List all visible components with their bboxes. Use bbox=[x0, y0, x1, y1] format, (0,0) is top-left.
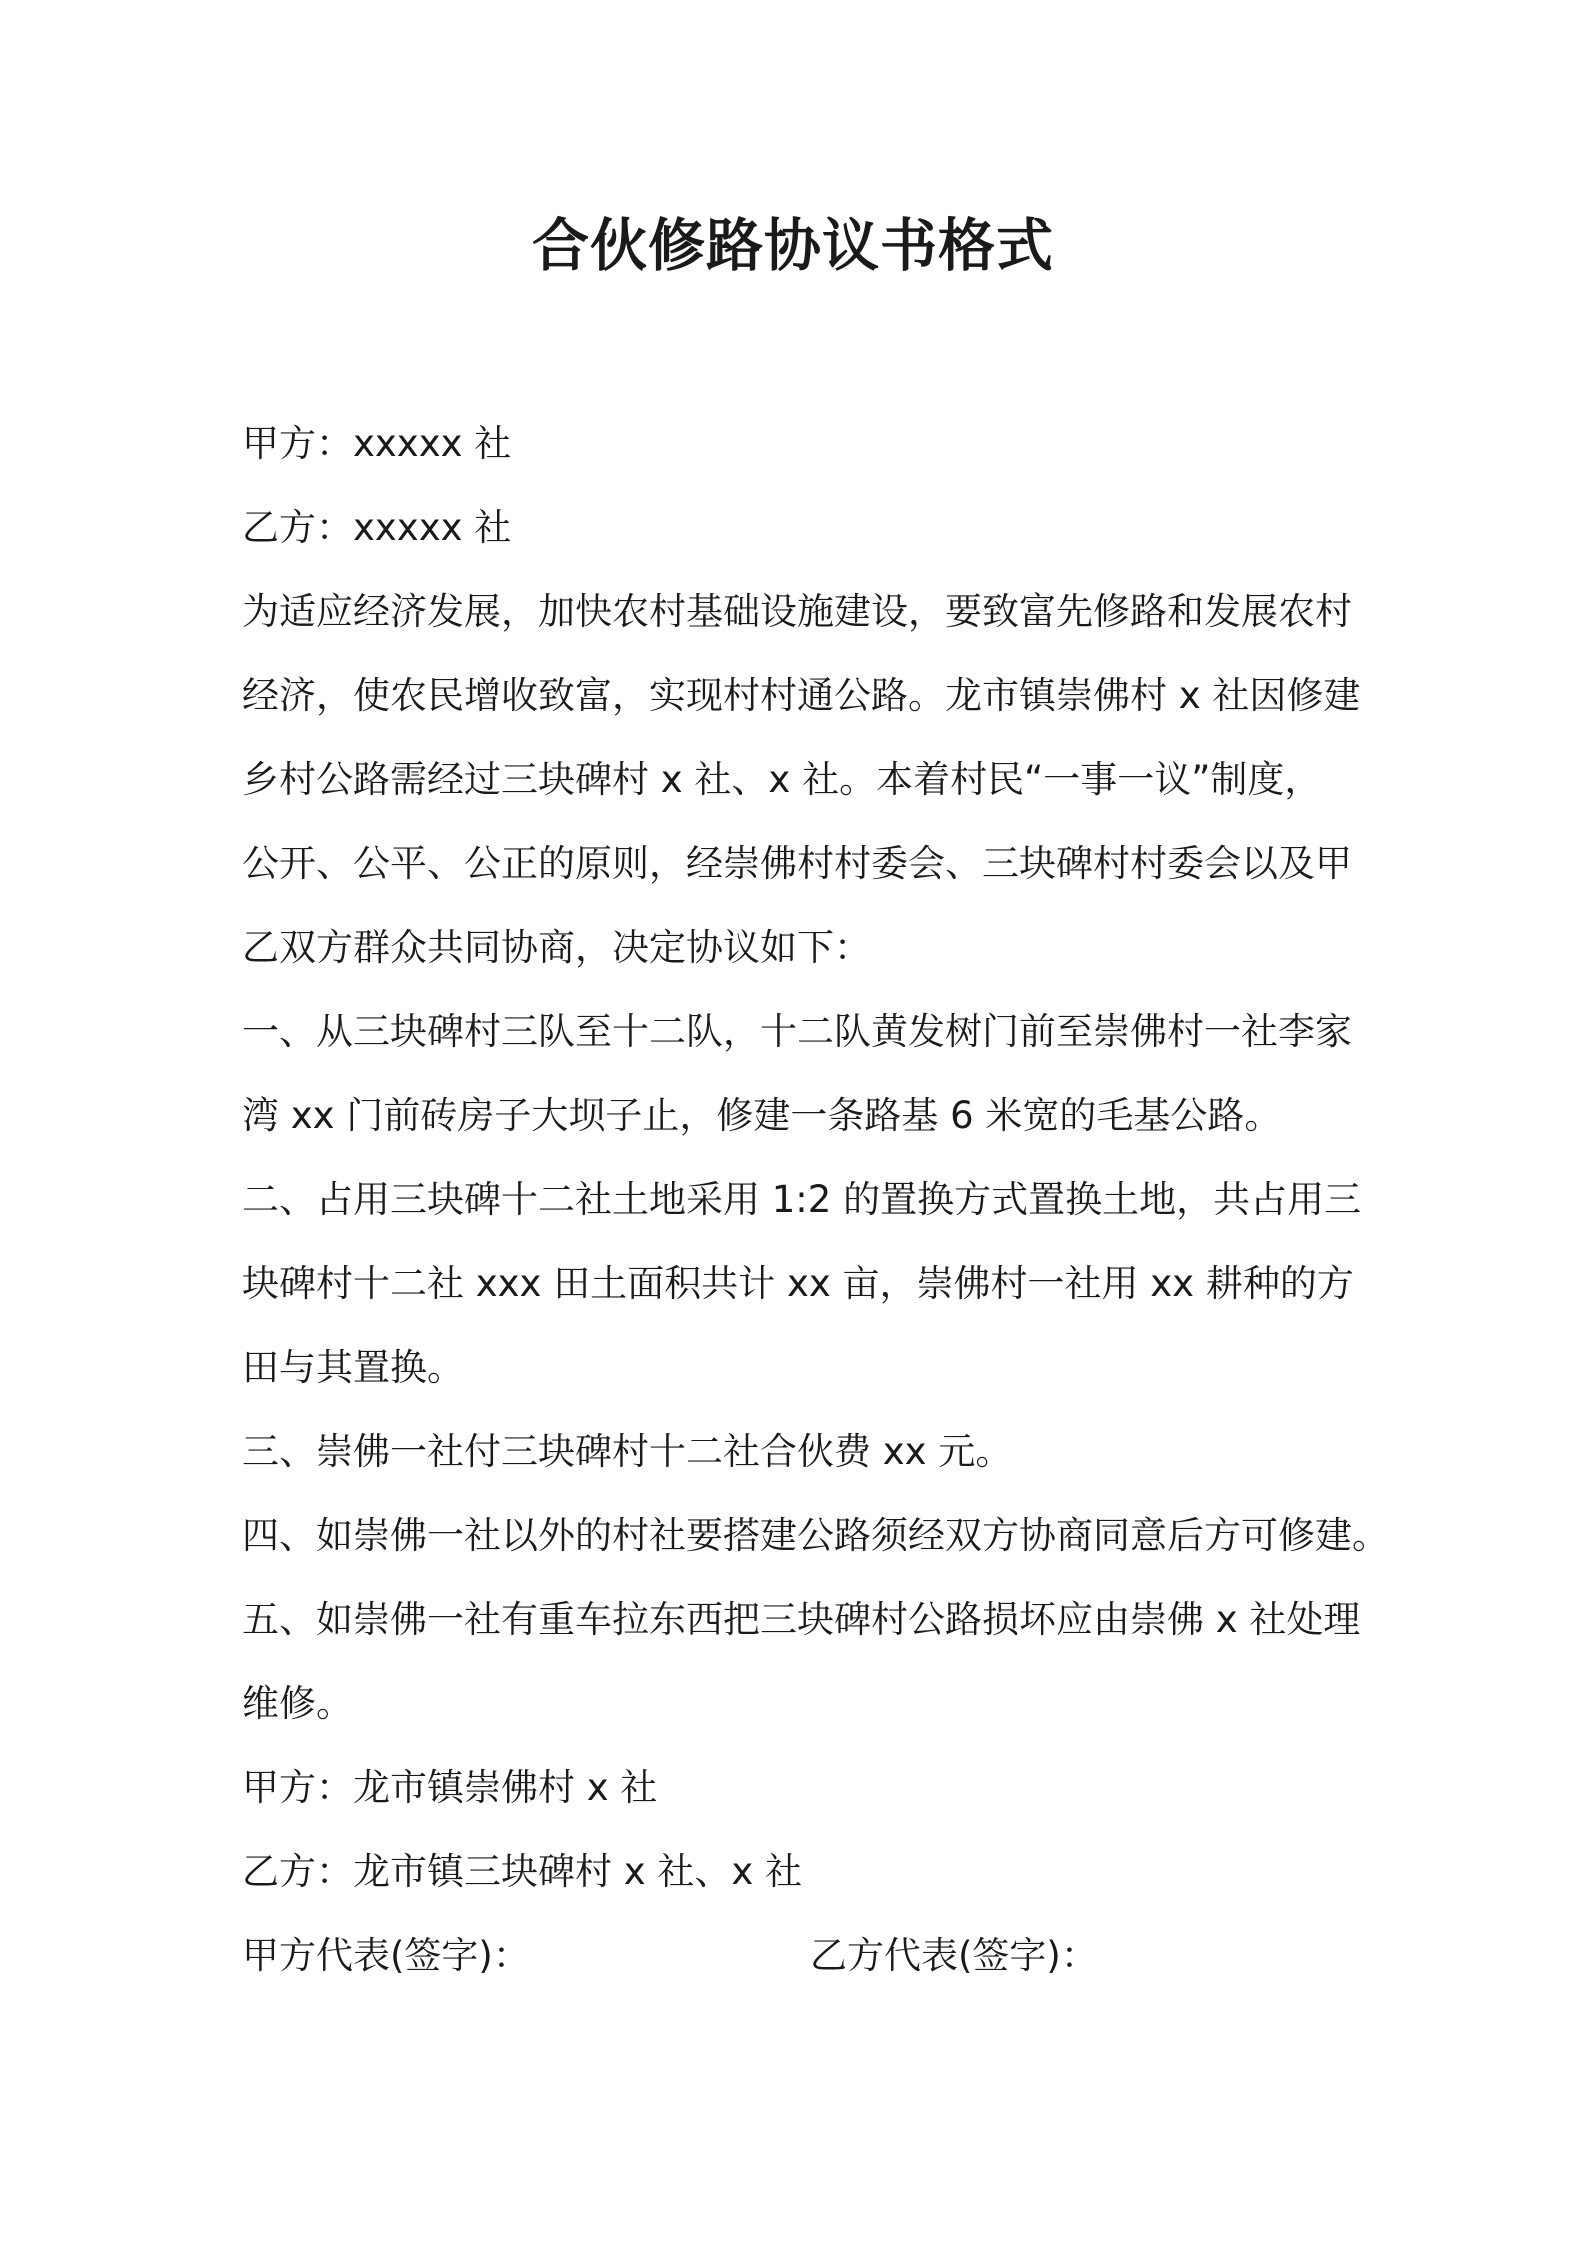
signature-row bbox=[242, 1914, 1372, 1998]
preamble-line: 经济，使农民增收致富，实现村村通公路。龙市镇崇佛村 x 社因修建 bbox=[242, 674, 1361, 717]
clause-4-line: 四、如崇佛一社以外的村社要搭建公路须经双方协商同意后方可修建。 bbox=[242, 1514, 1389, 1557]
clause-5-line: 五、如崇佛一社有重车拉东西把三块碑村公路损坏应由崇佛 x 社处理 bbox=[242, 1598, 1361, 1641]
clause-1-line: 湾 xx 门前砖房子大坝子止，修建一条路基 6 米宽的毛基公路。 bbox=[242, 1094, 1282, 1137]
clause-5-line: 维修。 bbox=[242, 1682, 353, 1725]
document-title: 合伙修路协议书格式 bbox=[532, 213, 1054, 279]
preamble-line: 为适应经济发展，加快农村基础设施建设，要致富先修路和发展农村 bbox=[242, 590, 1352, 633]
party-a-line: 甲方：xxxxx 社 bbox=[242, 422, 512, 465]
party-b-signature-label: 乙方代表(签字)： bbox=[810, 1934, 1098, 1977]
preamble-line: 乡村公路需经过三块碑村 x 社、x 社。本着村民“一事一议”制度， bbox=[242, 758, 1322, 801]
document-body bbox=[242, 402, 1389, 1998]
party-a-full-name: 甲方：龙市镇崇佛村 x 社 bbox=[242, 1766, 658, 1809]
clause-3-line: 三、崇佛一社付三块碑村十二社合伙费 xx 元。 bbox=[242, 1430, 1013, 1473]
preamble-line: 公开、公平、公正的原则，经崇佛村村委会、三块碑村村委会以及甲 bbox=[242, 842, 1352, 885]
party-b-full-name: 乙方：龙市镇三块碑村 x 社、x 社 bbox=[242, 1850, 803, 1893]
party-b-line: 乙方：xxxxx 社 bbox=[242, 506, 512, 549]
clause-2-line: 田与其置换。 bbox=[242, 1346, 464, 1389]
clause-2-line: 二、占用三块碑十二社土地采用 1:2 的置换方式置换土地，共占用三 bbox=[242, 1178, 1362, 1221]
preamble-line: 乙双方群众共同协商，决定协议如下： bbox=[242, 926, 871, 969]
party-a-signature-label: 甲方代表(签字)： bbox=[242, 1934, 530, 1977]
clause-2-line: 块碑村十二社 xxx 田土面积共计 xx 亩，崇佛村一社用 xx 耕种的方 bbox=[242, 1262, 1354, 1305]
clause-1-line: 一、从三块碑村三队至十二队，十二队黄发树门前至崇佛村一社李家 bbox=[242, 1010, 1352, 1053]
